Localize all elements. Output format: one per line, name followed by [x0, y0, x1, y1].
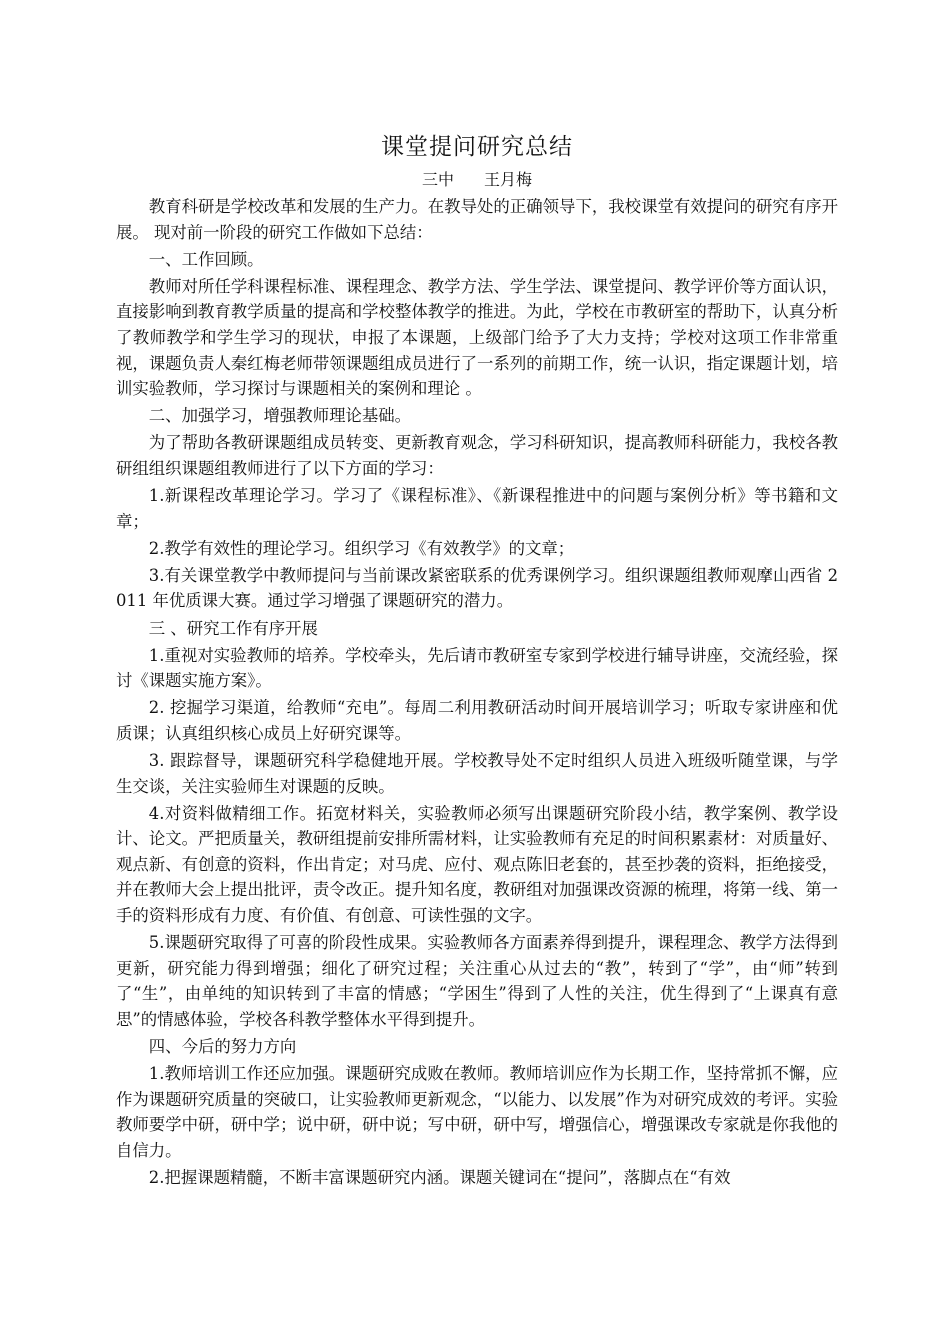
paragraph: 3. 跟踪督导，课题研究科学稳健地开展。学校教导处不定时组织人员进入班级听随堂课，与学生交谈，关注实验师生对课题的反映。 [116, 750, 838, 796]
paragraph: 三 、研究工作有序开展 [148, 618, 318, 638]
paragraph: 1.新课程改革理论学习。学习了《课程标准》、《新课程推进中的问题与案例分析》等书籍和文章； [116, 486, 838, 531]
paragraph: 教育科研是学校改革和发展的生产力。在教导处的正确领导下，我校课堂有效提问的研究有序开展。 现对前一阶段的研究工作做如下总结： [116, 197, 838, 242]
paragraph: 一、工作回顾。 [148, 249, 264, 269]
paragraph: 1.重视对实验教师的培养。学校牵头，先后请市教研室专家到学校进行辅导讲座，交流经验，探讨《课题实施方案》。 [116, 645, 838, 691]
document-title: 课堂提问研究总结 [381, 134, 573, 160]
paragraph: 2.把握课题精髓，不断丰富课题研究内涵。课题关键词在“提问”，落脚点在“有效 [148, 1167, 731, 1187]
author-school: 三中 [421, 170, 454, 189]
document-body [116, 194, 838, 1191]
paragraph: 四、今后的努力方向 [148, 1037, 297, 1056]
author-name: 王月梅 [484, 170, 533, 189]
paragraph: 1.教师培训工作还应加强。课题研究成败在教师。教师培训应作为长期工作，坚持常抓不懈，应作为课题研究质量的突破口，让实验教师更新观念，“以能力、以发展”作为对研究成效的考评。实验教师要学中研，研中学；说中研，研中说；写中研，研中写，增强信心，增强课改专家就是你我他的自信力。 [116, 1064, 838, 1160]
paragraph: 3.有关课堂教学中教师提问与当前课改紧密联系的优秀课例学习。组织课题组教师观摩山西省 2011 年优质课大赛。通过学习增强了课题研究的潜力。 [116, 565, 838, 611]
author-line [116, 168, 838, 192]
paragraph: 5.课题研究取得了可喜的阶段性成果。实验教师各方面素养得到提升，课程理念、教学方法得到更新，研究能力得到增强；细化了研究过程；关注重心从过去的“教”，转到了“学”，由“师”转到了“生”，由单纯的知识转到了丰富的情感；“学困生”得到了人性的关注，优生得到了“上课真有意思”的情感体验，学校各科教学整体水平得到提升。 [116, 933, 838, 1029]
paragraph: 为了帮助各教研课题组成员转变、更新教育观念，学习科研知识，提高教师科研能力，我校各教研组组织课题组教师进行了以下方面的学习： [116, 433, 838, 478]
paragraph: 2. 挖掘学习渠道，给教师“充电”。每周二利用教研活动时间开展培训学习；听取专家讲座和优质课；认真组织核心成员上好研究课等。 [116, 698, 838, 743]
paragraph: 4.对资料做精细工作。拓宽材料关，实验教师必须写出课题研究阶段小结，教学案例、教学设计、论文。严把质量关，教研组提前安排所需材料，让实验教师有充足的时间积累素材：对质量好、观点新、有创意的资料，作出肯定；对马虎、应付、观点陈旧老套的，甚至抄袭的资料，拒绝接受，并在教师大会上提出批评，责令改正。提升知名度，教研组对加强课改资源的梳理，将第一线、第一手的资料形成有力度、有价值、有创意、可读性强的文字。 [116, 803, 838, 926]
paragraph: 二、加强学习，增强教师理论基础。 [148, 406, 412, 426]
document-page [116, 130, 838, 1192]
paragraph: 教师对所任学科课程标准、课程理念、教学方法、学生学法、课堂提问、教学评价等方面认识，直接影响到教育教学质量的提高和学校整体教学的推进。为此，学校在市教研室的帮助下，认真分析了教师教学和学生学习的现状，申报了本课题，上级部门给予了大力支持；学校对这项工作非常重视，课题负责人秦红梅老师带领课题组成员进行了一系列的前期工作，统一认识，指定课题计划，培训实验教师，学习探讨与课题相关的案例和理论 。 [116, 276, 838, 399]
paragraph: 2.教学有效性的理论学习。组织学习《有效教学》的文章； [148, 538, 575, 558]
